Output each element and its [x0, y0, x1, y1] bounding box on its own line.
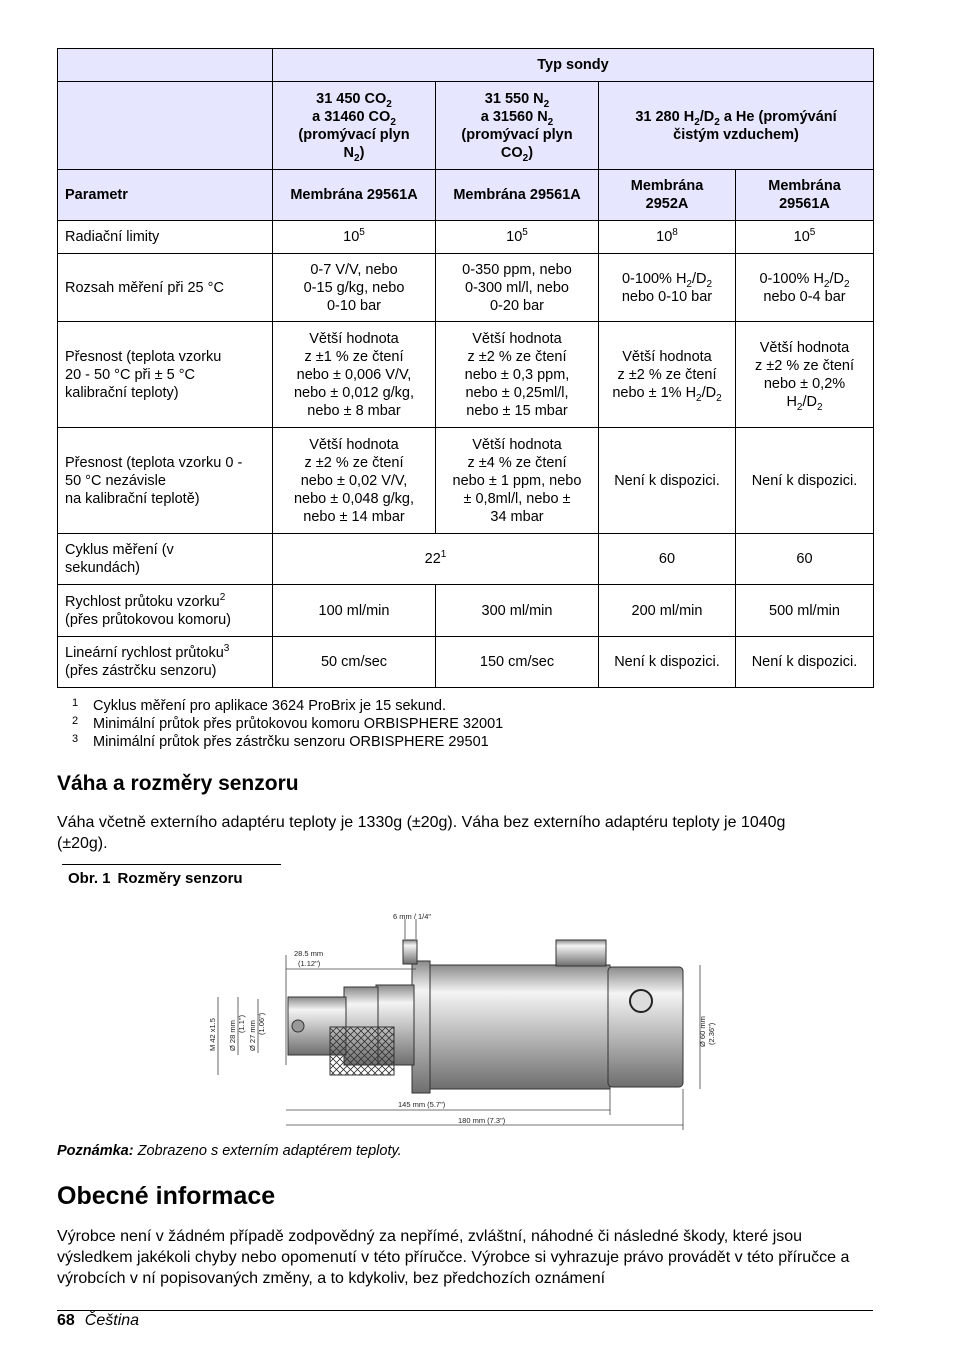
weight-paragraph: Váha včetně externího adaptéru teploty je 1330g (±20g). Váha bez externího adaptéru teploty je 1040g (±20g). [57, 814, 786, 852]
note-label: Poznámka: [57, 1143, 134, 1159]
value-cell: Větší hodnota z ±2 % ze čtení nebo ± 1% $H_2/D_2$ [599, 322, 736, 428]
value-cell: Větší hodnota z ±1 % ze čtení nebo ± 0,006 V/V, nebo ± 0,012 g/kg, nebo ± 8 mbar [273, 322, 436, 428]
footer-rule [57, 1310, 873, 1311]
dim-180: 180 mm (7.3") [458, 1116, 506, 1125]
value-cell: Větší hodnota z ±4 % ze čtení nebo ± 1 ppm, nebo ± 0,8ml/l, nebo ± 34 mbar [436, 428, 599, 534]
dim-d60-mm: Ø 60 mm [698, 1016, 707, 1047]
table-header-blank [58, 82, 273, 170]
value-cell: Větší hodnota z ±2 % ze čtení nebo ± 0,2% $H_2/D_2$ [736, 322, 874, 428]
membrane-header: Membrána 29561A [436, 170, 599, 221]
page-footer [57, 1312, 139, 1330]
value-cell: $10^8$ [599, 221, 736, 254]
probe-type-header: Typ sondy [273, 49, 874, 82]
sensor-port [292, 1020, 304, 1032]
parameter-header: Parametr [58, 170, 273, 221]
probe-group-header: 31 280 $H_2/D_2$ a He (promývání čistým vzduchem) [599, 82, 874, 170]
page-number: 68 [57, 1312, 75, 1329]
dim-length-mm: 28.5 mm [294, 949, 324, 958]
value-cell: $10^5$ [273, 221, 436, 254]
specifications-table [57, 48, 874, 688]
table-header-blank [58, 49, 273, 82]
value-cell: 60 [736, 534, 874, 585]
table-row [58, 322, 874, 428]
parameter-cell: Cyklus měření (v sekundách) [58, 534, 273, 585]
table-footnotes [72, 697, 503, 751]
footnote-text: Minimální průtok přes průtokovou komoru ORBISPHERE 32001 [93, 716, 504, 732]
figure-note [57, 1143, 402, 1159]
value-cell: 500 ml/min [736, 585, 874, 637]
section-heading-general: Obecné informace [57, 1182, 276, 1210]
footer-language: Čeština [84, 1312, 140, 1329]
table-row [58, 637, 874, 688]
value-cell: 50 cm/sec [273, 637, 436, 688]
sensor-top-block [556, 940, 606, 966]
connector-icon [630, 990, 652, 1012]
value-cell: 300 ml/min [436, 585, 599, 637]
dim-145: 145 mm (5.7") [398, 1100, 446, 1109]
footnote [72, 715, 503, 733]
table-row [58, 221, 874, 254]
value-cell: Není k dispozici. [599, 637, 736, 688]
value-cell: 60 [599, 534, 736, 585]
value-cell: 0-100% $H_2/D_2$ nebo 0-10 bar [599, 254, 736, 322]
membrane-header: Membrána 29561A [273, 170, 436, 221]
footnote [72, 733, 503, 751]
figure-caption [68, 870, 243, 887]
footnote-number: 3 [72, 733, 79, 745]
value-cell: Není k dispozici. [736, 428, 874, 534]
footnote-number: 2 [72, 715, 79, 727]
value-cell: Není k dispozici. [599, 428, 736, 534]
parameter-cell: Rychlost průtoku vzorku$^2$ (přes průtokovou komoru) [58, 585, 273, 637]
dim-thread: M 42 x1.5 [208, 1018, 217, 1051]
figure-rule [62, 864, 281, 865]
value-cell: Větší hodnota z ±2 % ze čtení nebo ± 0,3 ppm, nebo ± 0,25ml/l, nebo ± 15 mbar [436, 322, 599, 428]
value-cell: 200 ml/min [599, 585, 736, 637]
membrane-header: Membrána 29561A [736, 170, 874, 221]
general-paragraph: Výrobce není v žádném případě zodpovědný za nepřímé, zvláštní, náhodné či následné škody, které jsou výsledkem jakékoli chyby nebo opomenutí v této příručce. Výrobce si vyhrazuje právo provádět v této příručce a výrobcích v ní popisovaných změny, a to kdykoliv, bez předchozích oznámení [57, 1228, 850, 1287]
value-cell: $10^5$ [436, 221, 599, 254]
value-cell: 0-350 ppm, nebo 0-300 ml/l, nebo 0-20 bar [436, 254, 599, 322]
gas-fitting [403, 940, 417, 964]
probe-group-header: 31 450 $CO_2$ a 31460 $CO_2$ (promývací plyn $N_2$) [273, 82, 436, 170]
parameter-cell: Radiační limity [58, 221, 273, 254]
value-cell: Není k dispozici. [736, 637, 874, 688]
table-row [58, 585, 874, 637]
parameter-cell: Rozsah měření při 25 °C [58, 254, 273, 322]
value-cell: Větší hodnota z ±2 % ze čtení nebo ± 0,02 V/V, nebo ± 0,048 g/kg, nebo ± 14 mbar [273, 428, 436, 534]
footnote-text: Cyklus měření pro aplikace 3624 ProBrix je 15 sekund. [93, 698, 447, 714]
value-cell: 0-7 V/V, nebo 0-15 g/kg, nebo 0-10 bar [273, 254, 436, 322]
dim-d27-in: (1.06") [257, 1012, 266, 1035]
dim-d28-mm: Ø 28 mm [228, 1020, 237, 1051]
membrane-header: Membrána 2952A [599, 170, 736, 221]
dim-d27-mm: Ø 27 mm [248, 1020, 257, 1051]
value-cell: $10^5$ [736, 221, 874, 254]
table-row [58, 428, 874, 534]
dim-d28-in: (1.1") [237, 1014, 246, 1033]
value-cell: 0-100% $H_2/D_2$ nebo 0-4 bar [736, 254, 874, 322]
temperature-adapter [330, 1027, 394, 1075]
table-row [58, 534, 874, 585]
footnote [72, 697, 503, 715]
sensor-body [428, 965, 610, 1089]
note-text: Zobrazeno s externím adaptérem teploty. [137, 1143, 402, 1159]
value-cell: 150 cm/sec [436, 637, 599, 688]
sensor-flange [412, 961, 430, 1093]
sensor-end-cap [608, 967, 683, 1087]
probe-group-header: 31 550 $N_2$ a 31560 $N_2$ (promývací plyn $CO_2$) [436, 82, 599, 170]
table-row [58, 254, 874, 322]
figure-title: Rozměry senzoru [117, 870, 243, 887]
parameter-cell: Lineární rychlost průtoku$^3$ (přes zástrčku senzoru) [58, 637, 273, 688]
footnote-number: 1 [72, 697, 79, 709]
parameter-cell: Přesnost (teplota vzorku 0 - 50 °C nezávisle na kalibrační teplotě) [58, 428, 273, 534]
figure-label: Obr. 1 [68, 870, 111, 887]
dim-length-in: (1.12") [298, 959, 321, 968]
footnote-text: Minimální průtok přes zástrčku senzoru ORBISPHERE 29501 [93, 734, 489, 750]
dim-fitting: 6 mm / 1/4" [393, 912, 432, 921]
section-heading-weight: Váha a rozměry senzoru [57, 772, 299, 795]
value-cell: 100 ml/min [273, 585, 436, 637]
sensor-dimension-drawing [200, 905, 720, 1140]
dim-d60-in: (2.36") [707, 1022, 716, 1045]
parameter-cell: Přesnost (teplota vzorku 20 - 50 °C při ± 5 °C kalibrační teploty) [58, 322, 273, 428]
value-cell: $22^1$ [273, 534, 599, 585]
